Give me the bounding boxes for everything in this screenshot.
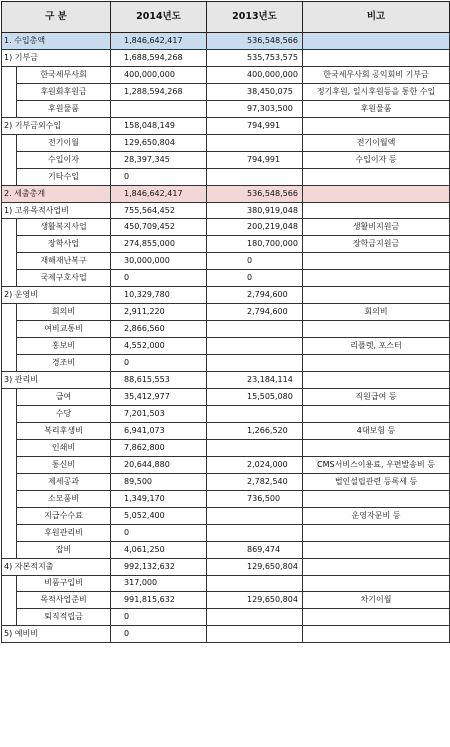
note-cell [303, 490, 450, 507]
value-2013 [207, 134, 303, 151]
item-label: 목적사업준비 [17, 592, 111, 609]
value-2014: 450,709,452 [111, 219, 207, 236]
note-cell [303, 202, 450, 219]
value-2013 [207, 524, 303, 541]
item-label: 비품구입비 [17, 575, 111, 592]
value-2014: 0 [111, 524, 207, 541]
indent-gutter [2, 83, 17, 100]
item-label: 급여 [17, 389, 111, 406]
category-label: 2) 운영비 [2, 287, 111, 304]
indent-gutter [2, 473, 17, 490]
value-2013: 129,650,804 [207, 592, 303, 609]
item-label: 여비교통비 [17, 321, 111, 338]
item-label: 장학사업 [17, 236, 111, 253]
value-2013: 2,782,540 [207, 473, 303, 490]
budget-table [1, 1, 450, 643]
indent-gutter [2, 507, 17, 524]
section-row [2, 558, 450, 575]
note-cell: 후원물품 [303, 100, 450, 117]
value-2014: 158,048,149 [111, 117, 207, 134]
item-label: 생활복지사업 [17, 219, 111, 236]
value-2014: 1,349,170 [111, 490, 207, 507]
value-2013: 794,991 [207, 117, 303, 134]
item-row [2, 83, 450, 100]
indent-gutter [2, 66, 17, 83]
indent-gutter [2, 338, 17, 355]
note-cell [303, 168, 450, 185]
header-2014: 2014년도 [111, 2, 207, 33]
value-2014: 20,644,880 [111, 456, 207, 473]
item-row [2, 490, 450, 507]
item-row [2, 405, 450, 422]
note-cell [303, 575, 450, 592]
category-label: 1) 고유목적사업비 [2, 202, 111, 219]
item-row [2, 253, 450, 270]
section-row [2, 626, 450, 643]
header-category: 구 분 [2, 2, 111, 33]
note-cell: 운영자문비 등 [303, 507, 450, 524]
value-2014: 274,855,000 [111, 236, 207, 253]
indent-gutter [2, 100, 17, 117]
section-row [2, 372, 450, 389]
note-cell [303, 117, 450, 134]
indent-gutter [2, 270, 17, 287]
note-cell: 전기이월액 [303, 134, 450, 151]
value-2014: 1,846,642,417 [111, 185, 207, 202]
value-2014: 2,911,220 [111, 304, 207, 321]
indent-gutter [2, 253, 17, 270]
category-label: 3) 관리비 [2, 372, 111, 389]
value-2013: 2,794,600 [207, 304, 303, 321]
value-2014: 2,866,560 [111, 321, 207, 338]
item-row [2, 592, 450, 609]
section-row [2, 185, 450, 202]
indent-gutter [2, 168, 17, 185]
note-cell [303, 524, 450, 541]
value-2014: 1,288,594,268 [111, 83, 207, 100]
value-2013: 2,794,600 [207, 287, 303, 304]
item-label: 통신비 [17, 456, 111, 473]
value-2014: 0 [111, 270, 207, 287]
note-cell: 차기이월 [303, 592, 450, 609]
note-cell: 생활비지원금 [303, 219, 450, 236]
item-row [2, 338, 450, 355]
indent-gutter [2, 236, 17, 253]
indent-gutter [2, 524, 17, 541]
value-2014: 30,000,000 [111, 253, 207, 270]
indent-gutter [2, 439, 17, 456]
value-2013 [207, 439, 303, 456]
item-label: 소모품비 [17, 490, 111, 507]
item-row [2, 389, 450, 406]
item-row [2, 456, 450, 473]
item-label: 재해재난복구 [17, 253, 111, 270]
indent-gutter [2, 490, 17, 507]
value-2013: 97,303,500 [207, 100, 303, 117]
value-2013 [207, 626, 303, 643]
item-row [2, 151, 450, 168]
value-2014: 7,862,800 [111, 439, 207, 456]
item-label: 후원물품 [17, 100, 111, 117]
indent-gutter [2, 541, 17, 558]
value-2013 [207, 168, 303, 185]
value-2013 [207, 338, 303, 355]
value-2013: 180,700,000 [207, 236, 303, 253]
item-label: 기타수입 [17, 168, 111, 185]
note-cell [303, 270, 450, 287]
indent-gutter [2, 405, 17, 422]
item-row [2, 236, 450, 253]
note-cell: CMS서비스이용료, 우편발송비 등 [303, 456, 450, 473]
value-2013 [207, 609, 303, 626]
value-2013 [207, 405, 303, 422]
item-label: 수입이자 [17, 151, 111, 168]
note-cell [303, 372, 450, 389]
item-label: 수당 [17, 405, 111, 422]
note-cell [303, 321, 450, 338]
note-cell [303, 626, 450, 643]
indent-gutter [2, 609, 17, 626]
item-label: 퇴직적립금 [17, 609, 111, 626]
note-cell: 정기후원, 일시후원등을 통한 수입 [303, 83, 450, 100]
category-label: 1. 수입총액 [2, 33, 111, 50]
section-row [2, 287, 450, 304]
item-row [2, 524, 450, 541]
value-2013: 0 [207, 253, 303, 270]
note-cell [303, 287, 450, 304]
note-cell [303, 185, 450, 202]
item-row [2, 66, 450, 83]
value-2014: 89,500 [111, 473, 207, 490]
indent-gutter [2, 304, 17, 321]
item-row [2, 168, 450, 185]
value-2014: 129,650,804 [111, 134, 207, 151]
value-2014: 1,846,642,417 [111, 33, 207, 50]
note-cell [303, 609, 450, 626]
value-2014: 991,815,632 [111, 592, 207, 609]
value-2014: 10,329,780 [111, 287, 207, 304]
value-2014: 35,412,977 [111, 389, 207, 406]
note-cell [303, 253, 450, 270]
item-label: 국제구호사업 [17, 270, 111, 287]
header-2013: 2013년도 [207, 2, 303, 33]
section-row [2, 33, 450, 50]
item-label: 복리후생비 [17, 422, 111, 439]
indent-gutter [2, 151, 17, 168]
note-cell: 4대보험 등 [303, 422, 450, 439]
value-2013: 536,548,566 [207, 33, 303, 50]
value-2013 [207, 507, 303, 524]
category-label: 5) 예비비 [2, 626, 111, 643]
item-row [2, 304, 450, 321]
value-2013: 536,548,566 [207, 185, 303, 202]
value-2014: 0 [111, 626, 207, 643]
indent-gutter [2, 389, 17, 406]
item-label: 후원회후원금 [17, 83, 111, 100]
item-label: 후원관리비 [17, 524, 111, 541]
note-cell: 리플렛, 포스터 [303, 338, 450, 355]
value-2013: 2,024,000 [207, 456, 303, 473]
note-cell [303, 558, 450, 575]
section-row [2, 202, 450, 219]
item-row [2, 473, 450, 490]
indent-gutter [2, 456, 17, 473]
item-row [2, 507, 450, 524]
indent-gutter [2, 575, 17, 592]
note-cell [303, 439, 450, 456]
category-label: 2) 기부금외수입 [2, 117, 111, 134]
note-cell [303, 541, 450, 558]
note-cell [303, 33, 450, 50]
item-row [2, 355, 450, 372]
item-label: 전기이월 [17, 134, 111, 151]
indent-gutter [2, 592, 17, 609]
header-note: 비고 [303, 2, 450, 33]
note-cell: 회의비 [303, 304, 450, 321]
item-row [2, 134, 450, 151]
value-2013: 869,474 [207, 541, 303, 558]
item-row [2, 321, 450, 338]
value-2014 [111, 100, 207, 117]
value-2013 [207, 355, 303, 372]
note-cell [303, 355, 450, 372]
item-label: 회의비 [17, 304, 111, 321]
value-2013: 0 [207, 270, 303, 287]
note-cell: 장학금지원금 [303, 236, 450, 253]
item-row [2, 439, 450, 456]
note-cell: 법인설립관련 등록세 등 [303, 473, 450, 490]
note-cell [303, 405, 450, 422]
section-row [2, 117, 450, 134]
value-2014: 4,061,250 [111, 541, 207, 558]
indent-gutter [2, 355, 17, 372]
item-row [2, 422, 450, 439]
item-label: 지급수수료 [17, 507, 111, 524]
value-2013: 535,753,575 [207, 49, 303, 66]
item-row [2, 270, 450, 287]
note-cell: 수입이자 등 [303, 151, 450, 168]
value-2013: 15,505,080 [207, 389, 303, 406]
value-2013: 23,184,114 [207, 372, 303, 389]
value-2014: 5,052,400 [111, 507, 207, 524]
item-row [2, 541, 450, 558]
item-label: 한국세무사회 [17, 66, 111, 83]
category-label: 1) 기부금 [2, 49, 111, 66]
value-2013 [207, 321, 303, 338]
category-label: 2. 세출총계 [2, 185, 111, 202]
value-2014: 28,397,345 [111, 151, 207, 168]
item-label: 인쇄비 [17, 439, 111, 456]
indent-gutter [2, 134, 17, 151]
item-label: 잡비 [17, 541, 111, 558]
budget-table-container [1, 1, 449, 745]
value-2014: 317,000 [111, 575, 207, 592]
header-row [2, 2, 450, 33]
item-row [2, 609, 450, 626]
value-2014: 88,615,553 [111, 372, 207, 389]
item-row [2, 219, 450, 236]
value-2013: 129,650,804 [207, 558, 303, 575]
value-2013: 794,991 [207, 151, 303, 168]
value-2014: 4,552,000 [111, 338, 207, 355]
item-label: 경조비 [17, 355, 111, 372]
value-2014: 0 [111, 355, 207, 372]
value-2013: 736,500 [207, 490, 303, 507]
category-label: 4) 자본적지출 [2, 558, 111, 575]
value-2014: 0 [111, 609, 207, 626]
value-2014: 400,000,000 [111, 66, 207, 83]
note-cell: 한국세무사회 공익회비 기부금 [303, 66, 450, 83]
value-2013: 200,219,048 [207, 219, 303, 236]
value-2014: 992,132,632 [111, 558, 207, 575]
value-2013: 400,000,000 [207, 66, 303, 83]
value-2013: 38,450,075 [207, 83, 303, 100]
item-label: 홍보비 [17, 338, 111, 355]
note-cell [303, 49, 450, 66]
item-row [2, 575, 450, 592]
value-2013: 380,919,048 [207, 202, 303, 219]
value-2013 [207, 575, 303, 592]
value-2014: 755,564,452 [111, 202, 207, 219]
value-2013: 1,266,520 [207, 422, 303, 439]
value-2014: 6,941,073 [111, 422, 207, 439]
indent-gutter [2, 422, 17, 439]
section-row [2, 49, 450, 66]
item-label: 제세공과 [17, 473, 111, 490]
note-cell: 직원급여 등 [303, 389, 450, 406]
value-2014: 1,688,594,268 [111, 49, 207, 66]
value-2014: 7,201,503 [111, 405, 207, 422]
item-row [2, 100, 450, 117]
value-2014: 0 [111, 168, 207, 185]
indent-gutter [2, 321, 17, 338]
indent-gutter [2, 219, 17, 236]
